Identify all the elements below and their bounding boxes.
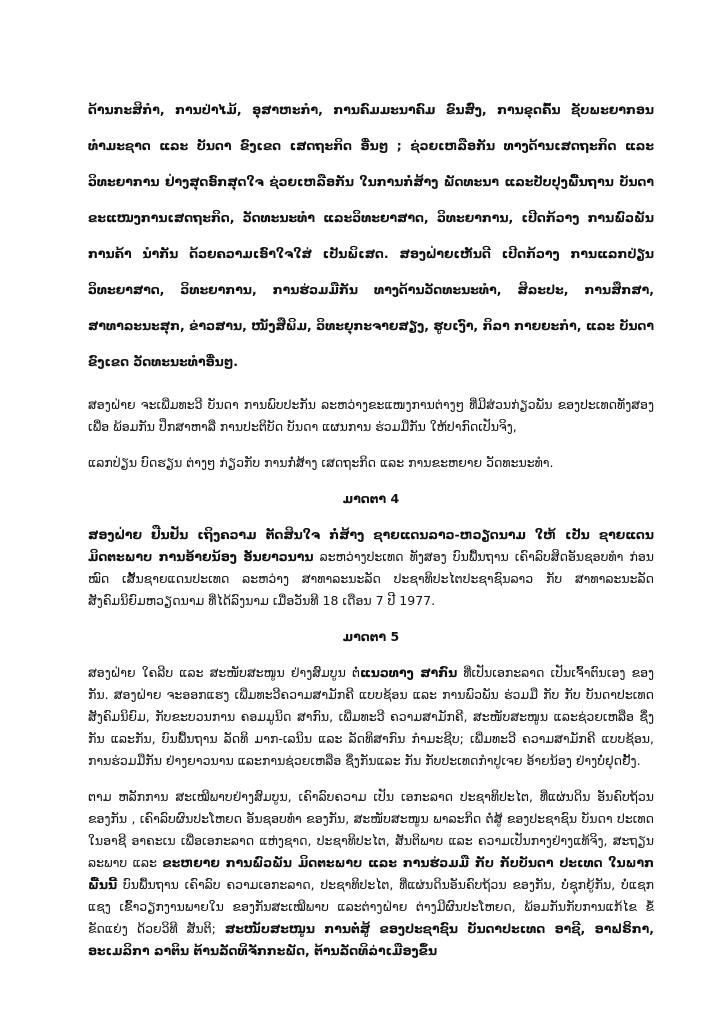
spacer: [88, 772, 654, 786]
spacer: [88, 612, 654, 626]
article-4-heading: ມາດຕາ 4: [342, 491, 400, 506]
paragraph-regional-relations: [88, 786, 654, 962]
regional-text-middle: ບົນພື້ນຖານ ເຄົາລົບ ຄວາມເອກະລາດ, ປະຊາທິປະໄຕ, ທີ່ແຜ່ນດິນອັນຄົບຖ້ວນ ຂອງກັນ, ບໍ່ຊຸກຍູ້ກັນ, ບໍ່ແຊກແຊງ ເຂົ້າວຽກງານພາຍໃນ ຂອງກັນສະເໝີພາບ ແລະຕ່າງຝ່າຍ ຕ່າງມີຜົນປະໂຫຍດ, ພ້ອມກັນກັບການແກ້ໄຂ ຂໍ້ຂັດແຍ່ງ ດ້ວຍວິທີ ສັນຕິ;: [88, 877, 654, 936]
article-5-bold-phrase: ແນວທາງ ສາກົນ: [360, 665, 458, 680]
spacer: [88, 648, 654, 662]
spacer: [88, 510, 654, 524]
regional-bold-phrase: ຂະຫຍາຍ ການພົວພັນ ມິດຕະພາບ ແລະ ການຮ່ວມມື ກັບ ກັບບັນດາ ປະເທດ ໃນພາກພື້ນນີ້: [88, 855, 654, 892]
regional-text-start: ຕາມ ຫລັກການ ສະເໝີພາບຢ່າງສົມບູນ, ເຄົາລົບຄວາມ ເປັນ ເອກະລາດ ປະຊາທິປະໄຕ, ທີ່ແຜ່ນດິນ ອັນຄົບຖ້ວນ ຂອງກັນ , ເຄົາລົບຜົນປະໂຫຍດ ອັນຊອບທຳ ຂອງກັນ, ສະໜັບສະໜູນ ພາລະກິດ ຕໍ່ສູ້ ຂອງປະຊາຊົນ ບັນດາ ປະເທດ ໃນອາຊີ ອາຄະເນ ເພື່ອເອກະລາດ ແຫ່ງຊາດ, ປະຊາທິປະໄຕ, ສັນຕິພາບ ແລະ ຄວາມເປັນກາງຢ່າງແທ້ຈິງ, ສະຖຽນລະພາບ ແລະ: [88, 789, 654, 870]
article-5-text-start: ສອງຝ່າຍ ໃຄລີບ ແລະ ສະໜັບສະໜູນ ຢ່າງສົມບູນ ຕໍ່: [88, 665, 360, 680]
regional-bold-ending: ສະໜັບສະໜູນ ການຕໍ່ສູ້ ຂອງປະຊາຊົນ ບັນດາປະເທດ ອາຊີ, ອາຟຣິກາ, ອະເມລິກາ ລາຕິນ ຕ້ານລັດທິຈັກກະພັດ, ຕ້ານລັດທິລ່າເມືອງຂຶ້ນ: [88, 921, 654, 958]
paragraph-article-5: [88, 662, 654, 772]
paragraph-experience-exchange: ແລກປ່ຽນ ບົດຮຽນ ຕ່າງໆ ກ່ຽວກັບ ການກໍ່ສ້າງ ເສດຖະກິດ ແລະ ການຂະຫຍາຍ ວັດທະນະທຳ.: [88, 455, 554, 470]
spacer: [88, 438, 654, 452]
article-4-text: ລະຫວ່າງປະເທດ ທັງສອງ ບົນພື້ນຖານ ເຄົາລົບສິດອັນຊອບທຳ ກ່ອນໝົດ ເສັ້ນຊາຍແດນປະເທດ ລະຫວ່າງ ສາທາລະນະລັດ ປະຊາທິປະໄຕປະຊາຊົນລາວ ກັບ ສາທາລະນະລັດ ສັງຄົມນິຍົມຫວຽດນາມ ທີ່ໄດ້ລົງນາມ ເມື່ອວັນທີ 18 ເດືອນ 7 ປີ 1977.: [88, 549, 654, 608]
article-4-bold-phrase: ສອງຝ່າຍ ຢືນຢັນ ເຖິງຄວາມ ຕັດສິນໃຈ ກໍ່ສ້າງ ຊາຍແດນລາວ-ຫວຽດນາມ ໃຫ້ ເປັນ ຊາຍແດນ ມິດຕະພາບ ການອ້າຍນ້ອງ ອັນຍາວນານ: [88, 527, 654, 564]
spacer: [88, 474, 654, 488]
article-5-heading: ມາດຕາ 5: [342, 629, 400, 644]
document-page: [88, 92, 654, 962]
article-5-text-rest: ທີ່ເປັນເອກະລາດ ເປັນເຈົ້າຕົນເອງ ຂອງກັນ. ສອງຝ່າຍ ຈະອອກແຮງ ເພີ່ມທະວີຄວາມສາມັກຄີ ແບບຊ້ອນ ແລະ ການພົວພັນ ຮ່ວມມື ກັບ ກັບ ບັນດາປະເທດສັງຄົມນິຍົມ, ກັບຂະບວນການ ຄອມມູນິດ ສາກົນ, ເພີ່ມທະວີ ຄວາມສາມັກຄີ, ສະໜັບສະໜູນ ແລະຊ່ວຍເຫລືອ ຊຶ່ງກັນ ແລະກັນ, ບົນພື້ນຖານ ລັດທິ ມາກ-ເລນິນ ແລະ ລັດທິສາກົນ ກຳມະຊີບ; ເພີ່ມທະວີ ຄວາມສາມັກຄີ ແບບຊ້ອນ, ການຮ່ວມມືກັນ ຢ່າງຍາວນານ ແລະການຊ່ວຍເຫລືອ ຊຶ່ງກັນແລະ ກັນ ກັບປະເທດກຳປູເຈຍ ອ້າຍນ້ອງ ຢ່າງບໍ່ຢຸດຢັ້ງ.: [88, 665, 655, 768]
paragraph-sector-meetings: ສອງຝ່າຍ ຈະເພີ່ມທະວີ ບັນດາ ການພົບປະກັນ ລະຫວ່າງຂະແໜງການຕ່າງໆ ທີ່ມີສ່ວນກ່ຽວພັນ ຂອງປະເທດທັງສອງ ເພື່ອ ພ້ອມກັນ ປຶກສາຫາລື ການປະຕິບັດ ບັນດາ ແຜນການ ຮ່ວມມືກັນ ໃຫ້ປາກົດເປັນຈິງ,: [88, 397, 654, 434]
paragraph-economic-cooperation: ດ້ານກະສິກຳ, ການປ່າໄມ້, ອຸສາຫະກຳ, ການຄົມມະນາຄົມ ຂົນສົ່ງ, ການຂຸດຄົ້ນ ຊັບພະຍາກອນ ທຳມະຊາດ ແລະ ບັນດາ ຂົງເຂດ ເສດຖະກິດ ອື່ນໆ ; ຊ່ວຍເຫລືອກັນ ທາງດ້ານເສດຖະກິດ ແລະວິທະຍາການ ຢ່າງສຸດອົກສຸດໃຈ ຊ່ວຍເຫລືອກັນ ໃນການກໍ່ສ້າງ ພັດທະນາ ແລະປັບປຸງພື້ນຖານ ບັນດາຂະແໜງການເສດຖະກິດ, ວັດທະນະທຳ ແລະວິທະຍາສາດ, ວິທະຍາການ, ເປີດກ້ວາງ ການພົວພັນ ການຄ້າ ນຳກັນ ດ້ວຍຄວາມເອົາໃຈໃສ່ ເປັນພິເສດ. ສອງຝ່າຍເຫັນດີ ເປີດກ້ວາງ ການແລກປ່ຽນວິທະຍາສາດ, ວິທະຍາການ, ການຮ່ວມມືກັນ ທາງດ້ານວັດທະນະທຳ, ສິລະປະ, ການສຶກສາ, ສາທາລະນະສຸກ, ຂ່າວສານ, ໜັງສືພິມ, ວິທະຍຸກະຈາຍສຽງ, ຮູບເງົາ, ກິລາ ກາຍຍະກຳ, ແລະ ບັນດາ ຂົງເຂດ ວັດທະນະທຳອື່ນໆ.: [88, 102, 654, 369]
paragraph-article-4: [88, 524, 654, 612]
spacer: [88, 380, 654, 394]
